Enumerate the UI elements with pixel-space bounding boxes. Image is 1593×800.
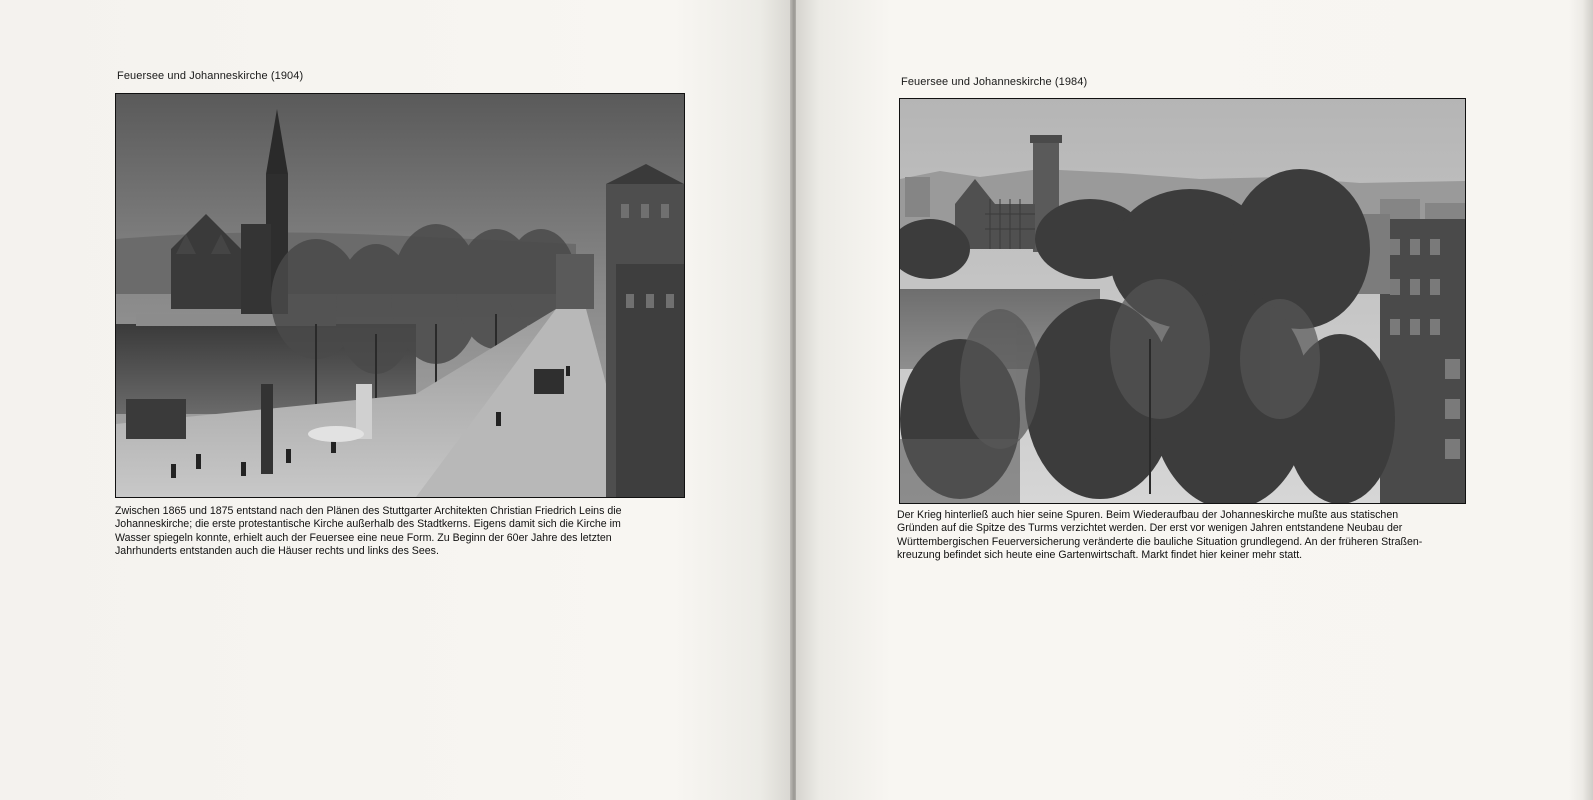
left-photo-caption — [115, 505, 621, 559]
caption-line: Johanneskirche; die erste protestantische Kirche außerhalb des Stadtkerns. Eigens damit sich die Kirche im — [115, 518, 621, 531]
caption-line: Jahrhunderts entstanden auch die Häuser rechts und links des Sees. — [115, 545, 439, 558]
modern-photo-1984 — [899, 98, 1466, 504]
right-photo-title: Feuersee und Johanneskirche (1984) — [901, 76, 1088, 88]
left-photo-title: Feuersee und Johanneskirche (1904) — [117, 70, 304, 82]
right-page — [796, 0, 1593, 800]
right-photo-caption — [897, 509, 1422, 563]
page-edge — [1583, 0, 1593, 800]
caption-line: Wasser spiegeln konnte, erhielt auch der Feuersee eine neue Form. Zu Beginn der 60er Jahre des letzten — [115, 531, 612, 544]
caption-line: kreuzung befindet sich heute eine Gartenwirtschaft. Markt findet hier keiner mehr statt. — [897, 549, 1303, 562]
historic-photo-1904 — [115, 93, 685, 498]
caption-line: Württembergischen Feuerversicherung veränderte die bauliche Situation grundlegend. An der früheren Straßen- — [897, 535, 1423, 548]
caption-line: Gründen auf die Spitze des Turms verzichtet werden. Der erst vor wenigen Jahren entstandene Neubau der — [897, 522, 1403, 535]
caption-line: Der Krieg hinterließ auch hier seine Spuren. Beim Wiederaufbau der Johanneskirche mußte aus statischen — [897, 509, 1399, 521]
caption-line: Zwischen 1865 und 1875 entstand nach den Plänen des Stuttgarter Architekten Christian Friedrich Leins die — [115, 505, 622, 517]
left-page — [0, 0, 792, 800]
